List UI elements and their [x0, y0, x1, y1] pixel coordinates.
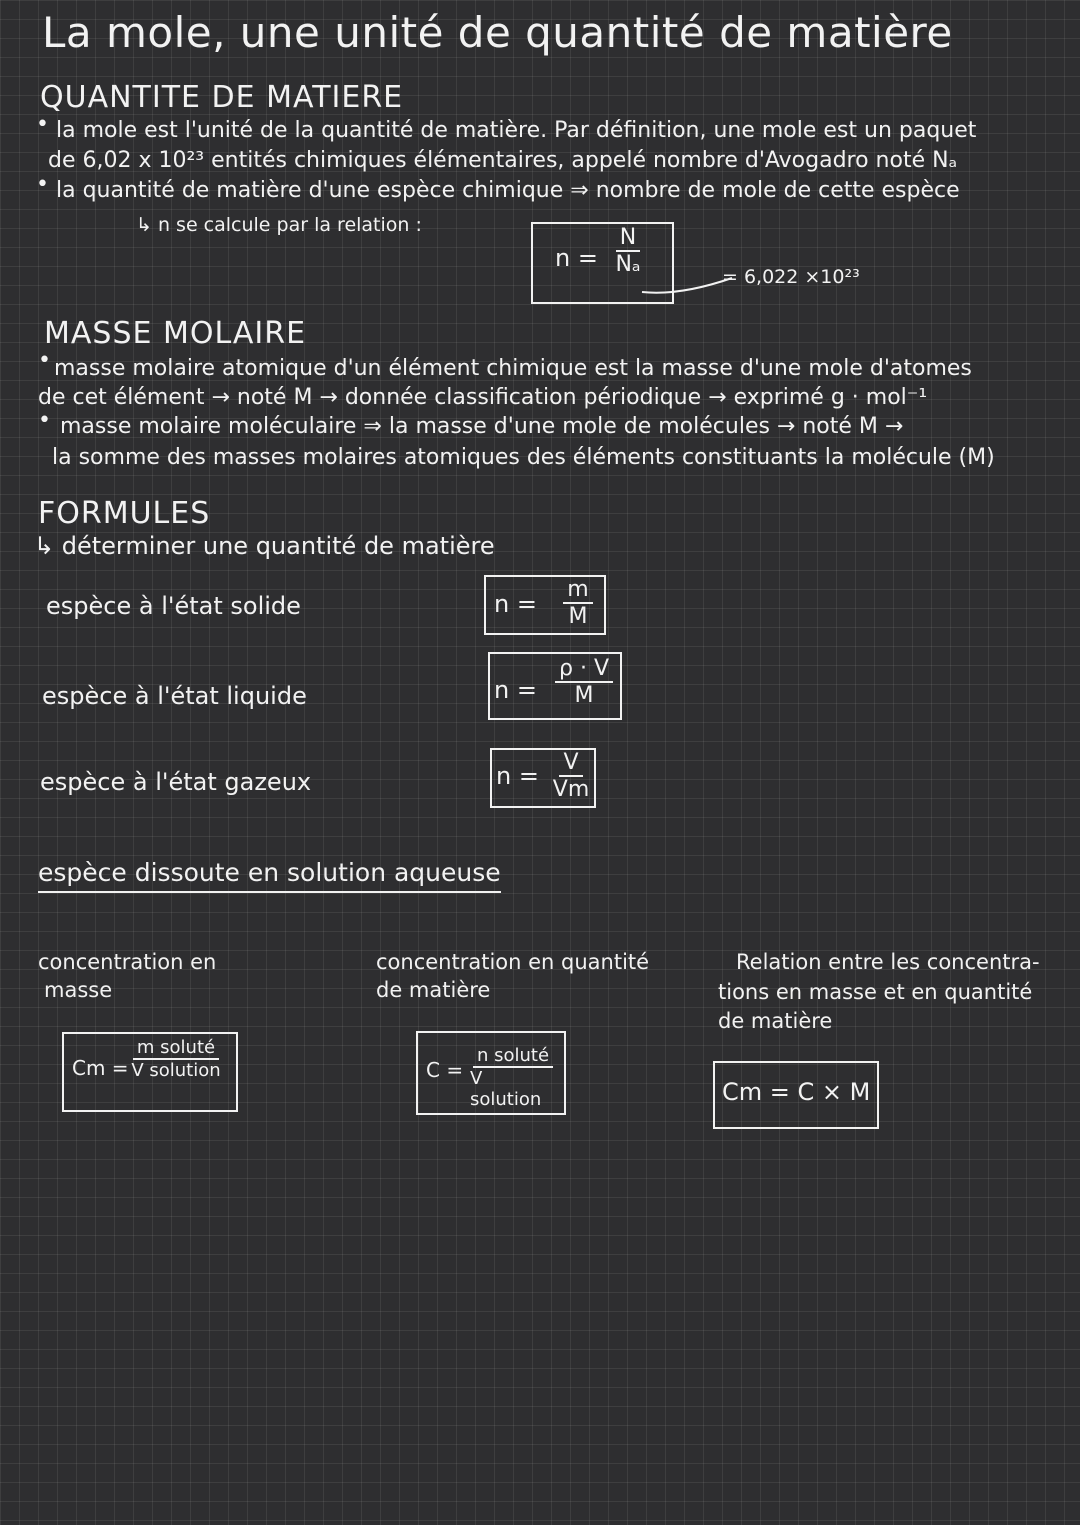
- quantite-line-2: de 6,02 x 10²³ entités chimiques élémentaires, appelé nombre d'Avogadro noté Nₐ: [48, 148, 958, 173]
- fraction-denominator: V solution: [131, 1059, 221, 1081]
- fraction-denominator: Nₐ: [615, 252, 641, 278]
- formula-lhs: C =: [426, 1058, 464, 1082]
- label-liquide: espèce à l'état liquide: [42, 682, 307, 710]
- formula-lhs: n =: [496, 762, 539, 790]
- fraction-numerator: m: [563, 578, 592, 604]
- fraction-numerator: m soluté: [133, 1038, 219, 1060]
- label-concentration-masse-1: concentration en: [38, 950, 217, 974]
- section-heading-quantite: QUANTITE DE MATIERE: [40, 80, 404, 115]
- masse-line-4: la somme des masses molaires atomiques des éléments constituants la molécule (M): [52, 445, 995, 470]
- label-gazeux: espèce à l'état gazeux: [40, 768, 312, 796]
- fraction-denominator: Vm: [552, 777, 590, 803]
- formula-relation: Cm = C × M: [722, 1078, 871, 1106]
- quantite-line-3: la quantité de matière d'une espèce chimique ⇒ nombre de mole de cette espèce: [56, 178, 960, 203]
- masse-line-1: masse molaire atomique d'un élément chimique est la masse d'une mole d'atomes: [54, 356, 972, 381]
- label-concentration-masse-2: masse: [44, 978, 113, 1002]
- label-relation-1: Relation entre les concentra-: [736, 950, 1040, 974]
- formula-fraction: [124, 1038, 228, 1081]
- bullet-dot: •: [38, 408, 51, 433]
- fraction-denominator: M: [568, 604, 588, 630]
- fraction-numerator: ρ · V: [555, 657, 613, 683]
- formula-fraction: [556, 578, 600, 631]
- label-concentration-quantite-2: de matière: [376, 978, 491, 1002]
- section-heading-formules: FORMULES: [38, 496, 211, 531]
- avogadro-value: = 6,022 ×10²³: [722, 266, 860, 288]
- quantite-line-4: ↳ n se calcule par la relation :: [136, 214, 422, 236]
- bullet-dot: •: [36, 172, 49, 197]
- formula-fraction: [466, 1046, 560, 1111]
- masse-line-2: de cet élément → noté M → donnée classification périodique → exprimé g · mol⁻¹: [38, 385, 928, 410]
- fraction-denominator: M: [574, 683, 594, 709]
- fraction-numerator: V: [559, 751, 582, 777]
- masse-line-3: masse molaire moléculaire ⇒ la masse d'une mole de molécules → noté M →: [60, 414, 904, 439]
- formules-subheading: ↳ déterminer une quantité de matière: [34, 532, 495, 560]
- formula-lhs: Cm =: [72, 1056, 129, 1080]
- fraction-numerator: n soluté: [473, 1046, 553, 1068]
- label-solide: espèce à l'état solide: [46, 592, 301, 620]
- label-concentration-quantite-1: concentration en quantité: [376, 950, 650, 974]
- quantite-line-1: la mole est l'unité de la quantité de matière. Par définition, une mole est un paquet: [56, 118, 977, 143]
- formula-lhs: n =: [494, 590, 537, 618]
- formula-lhs: n =: [494, 676, 537, 704]
- formula-fraction: [552, 657, 616, 710]
- formula-lhs: n =: [555, 244, 598, 272]
- label-relation-3: de matière: [718, 1009, 833, 1033]
- fraction-numerator: N: [616, 226, 640, 252]
- bullet-dot: •: [36, 112, 49, 137]
- formula-fraction: [550, 751, 592, 804]
- page-title: La mole, une unité de quantité de matière: [42, 8, 953, 57]
- label-relation-2: tions en masse et en quantité: [718, 980, 1033, 1004]
- section-heading-solution: espèce dissoute en solution aqueuse: [38, 858, 501, 893]
- fraction-denominator: V solution: [470, 1067, 542, 1111]
- bullet-dot: •: [38, 348, 51, 373]
- section-heading-masse-molaire: MASSE MOLAIRE: [44, 316, 307, 351]
